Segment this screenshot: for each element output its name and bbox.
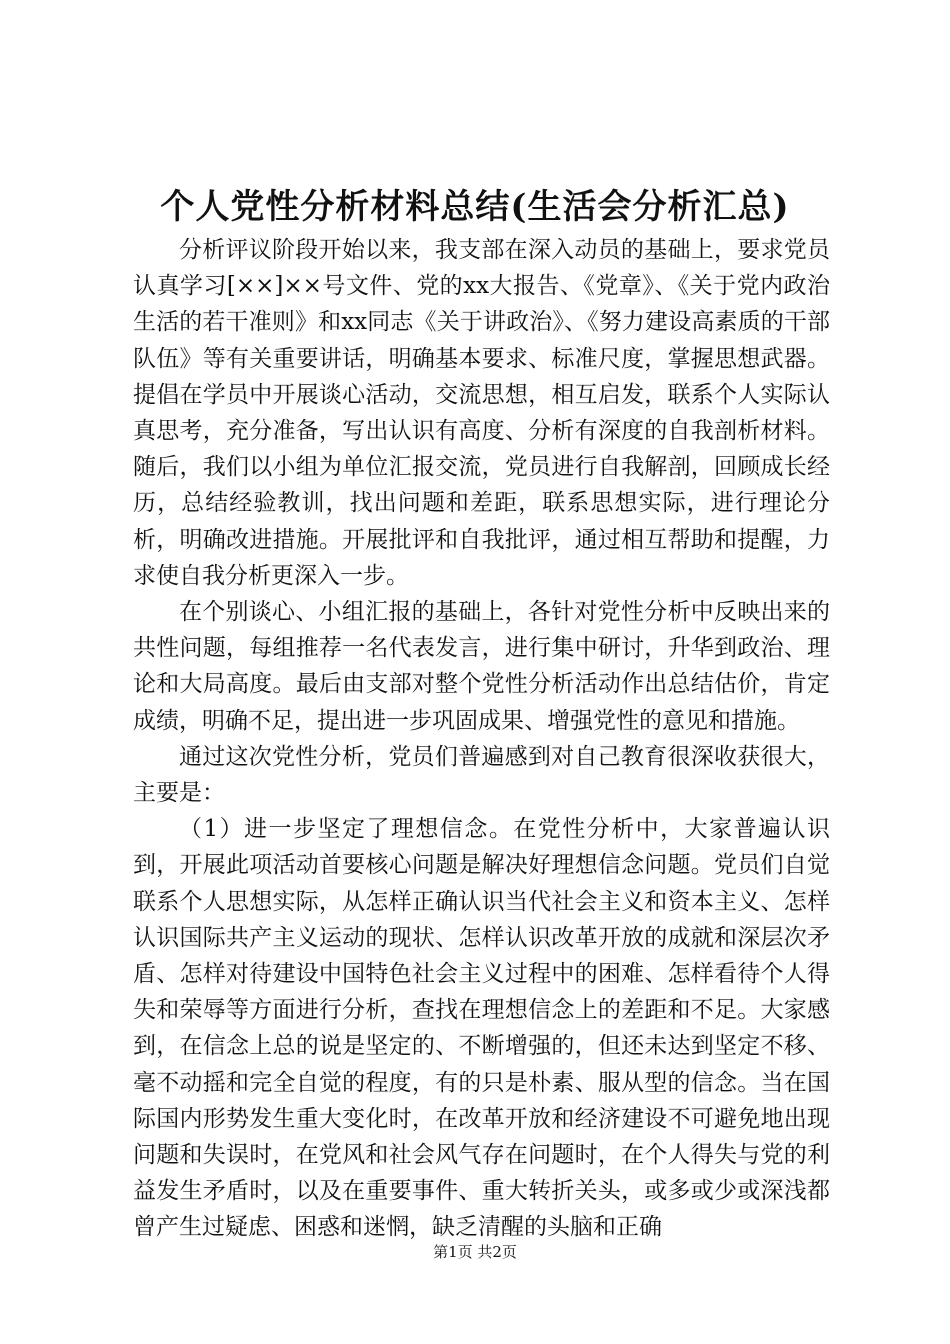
- document-body: [133, 232, 830, 1246]
- paragraph: 分析评议阶段开始以来，我支部在深入动员的基础上，要求党员认真学习[××]××号文件、党的xx大报告、《党章》、《关于党内政治生活的若干准则》和xx同志《关于讲政治》、《努力建设高素质的干部队伍》等有关重要讲话，明确基本要求、标准尺度，掌握思想武器。提倡在学员中开展谈心活动，交流思想，相互启发，联系个人实际认真思考，充分准备，写出认识有高度、分析有深度的自我剖析材料。随后，我们以小组为单位汇报交流，党员进行自我解剖，回顾成长经历，总结经验教训，找出问题和差距，联系思想实际，进行理论分析，明确改进措施。开展批评和自我批评，通过相互帮助和提醒，力求使自我分析更深入一步。: [133, 237, 830, 589]
- paragraph: 通过这次党性分析，党员们普遍感到对自己教育很深收获很大，主要是：: [133, 743, 830, 807]
- document-title: 个人党性分析材料总结(生活会分析汇总): [160, 187, 790, 227]
- paragraph: （1）进一步坚定了理想信念。在党性分析中，大家普遍认识到，开展此项活动首要核心问题是解决好理想信念问题。党员们自觉联系个人思想实际，从怎样正确认识当代社会主义和资本主义、怎样认识国际共产主义运动的现状、怎样认识改革开放的成就和深层次矛盾、怎样对待建设中国特色社会主义过程中的困难、怎样看待个人得失和荣辱等方面进行分析，查找在理想信念上的差距和不足。大家感到，在信念上总的说是坚定的、不断增强的，但还未达到坚定不移、毫不动摇和完全自觉的程度，有的只是朴素、服从型的信念。当在国际国内形势发生重大变化时，在改革开放和经济建设不可避免地出现问题和失误时，在党风和社会风气存在问题时，在个人得失与党的利益发生矛盾时，以及在重要事件、重大转折关头，或多或少或深浅都曾产生过疑虑、困惑和迷惘，缺乏清醒的头脑和正确: [133, 816, 830, 1241]
- page-number-footer: 第1页 共2页: [433, 1243, 517, 1261]
- paragraph: 在个别谈心、小组汇报的基础上，各针对党性分析中反映出来的共性问题，每组推荐一名代表发言，进行集中研讨，升华到政治、理论和大局高度。最后由支部对整个党性分析活动作出总结估价，肯定成绩，明确不足，提出进一步巩固成果、增强党性的意见和措施。: [133, 599, 830, 734]
